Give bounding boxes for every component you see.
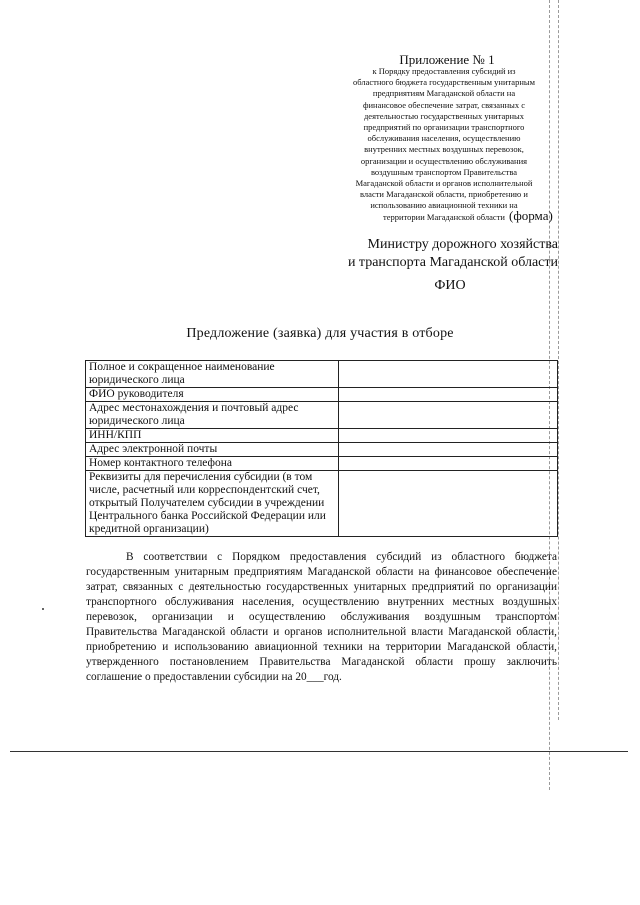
appendix-description bbox=[330, 66, 558, 223]
row-value-cell[interactable] bbox=[339, 443, 558, 457]
appendix-line: обслуживания населения, осуществлению bbox=[367, 133, 521, 144]
row-value-cell[interactable] bbox=[339, 388, 558, 402]
scan-margin-line bbox=[558, 0, 559, 720]
table-row bbox=[86, 388, 558, 402]
appendix-line: использованию авиационной техники на bbox=[370, 200, 518, 211]
table-row bbox=[86, 457, 558, 471]
row-label: Адрес местонахождения и почтовый адрес юридического лица bbox=[86, 402, 339, 429]
recipient-block bbox=[326, 236, 558, 272]
table-row bbox=[86, 471, 558, 537]
appendix-line: предприятий по организации транспортного bbox=[363, 122, 525, 133]
request-body bbox=[86, 550, 557, 685]
table-row bbox=[86, 443, 558, 457]
appendix-line: областного бюджета государственным унитарным bbox=[353, 77, 535, 88]
row-label: Адрес электронной почты bbox=[86, 443, 339, 457]
form-note: (форма) bbox=[509, 208, 553, 223]
request-paragraph: В соответствии с Порядком предоставления субсидий из областного бюджета государственным унитарным предприятиям Магаданской области на финансовое обеспечение затрат, связанных с деятельностью государственных унитарных предприятий по организации транспортного обслуживания населения, осуществлению внутренних местных воздушных перевозок, организации и осуществлению обслуживания воздушным транспортом Правительства Магаданской области и органов исполнительной власти Магаданской области, приобретению и использованию авиационной техники на территории Магаданской области, утвержденного постановлением Правительства Магаданской области прошу заключить соглашение о предоставлении субсидии на 20___год. bbox=[86, 551, 557, 683]
appendix-line: организации и осуществлению обслуживания bbox=[360, 155, 528, 166]
row-label: Номер контактного телефона bbox=[86, 457, 339, 471]
appendix-line: Магаданской области и органов исполнительной bbox=[355, 178, 533, 189]
table-row bbox=[86, 429, 558, 443]
appendix-line: предприятиям Магаданской области на bbox=[372, 88, 516, 99]
row-value-cell[interactable] bbox=[339, 429, 558, 443]
appendix-line: деятельностью государственных унитарных bbox=[363, 110, 525, 121]
recipient-line: и транспорта Магаданской области bbox=[347, 255, 558, 270]
row-label: Реквизиты для перечисления субсидии (в том числе, расчетный или корреспондентский счет, открытый Получателем субсидии в учреждении Центрального банка Российской Федерации или кредитной организации) bbox=[86, 471, 339, 537]
appendix-line: к Порядку предоставления субсидий из bbox=[372, 66, 516, 76]
appendix-line: внутренних местных воздушных перевозок, bbox=[364, 144, 524, 155]
row-label: Полное и сокращенное наименование юридического лица bbox=[86, 361, 339, 388]
row-value-cell[interactable] bbox=[339, 457, 558, 471]
recipient-fio: ФИО bbox=[434, 278, 466, 293]
row-value-cell[interactable] bbox=[339, 361, 558, 388]
recipient-line: Министру дорожного хозяйства bbox=[367, 237, 558, 252]
appendix-line: территории Магаданской области bbox=[383, 211, 505, 222]
row-label: ФИО руководителя bbox=[86, 388, 339, 402]
page-divider bbox=[10, 751, 628, 752]
table-row bbox=[86, 361, 558, 388]
appendix-line: воздушным транспортом Правительства bbox=[370, 166, 518, 177]
row-value-cell[interactable] bbox=[339, 402, 558, 429]
applicant-details-table bbox=[85, 360, 558, 537]
appendix-heading: Приложение № 1 bbox=[399, 52, 495, 67]
appendix-line: власти Магаданской области, приобретению и bbox=[360, 189, 528, 200]
table-row bbox=[86, 402, 558, 429]
document-title: Предложение (заявка) для участия в отборе bbox=[186, 326, 454, 341]
scan-speck bbox=[42, 608, 44, 610]
row-label: ИНН/КПП bbox=[86, 429, 339, 443]
row-value-cell[interactable] bbox=[339, 471, 558, 537]
appendix-line: финансовое обеспечение затрат, связанных с bbox=[362, 99, 526, 110]
